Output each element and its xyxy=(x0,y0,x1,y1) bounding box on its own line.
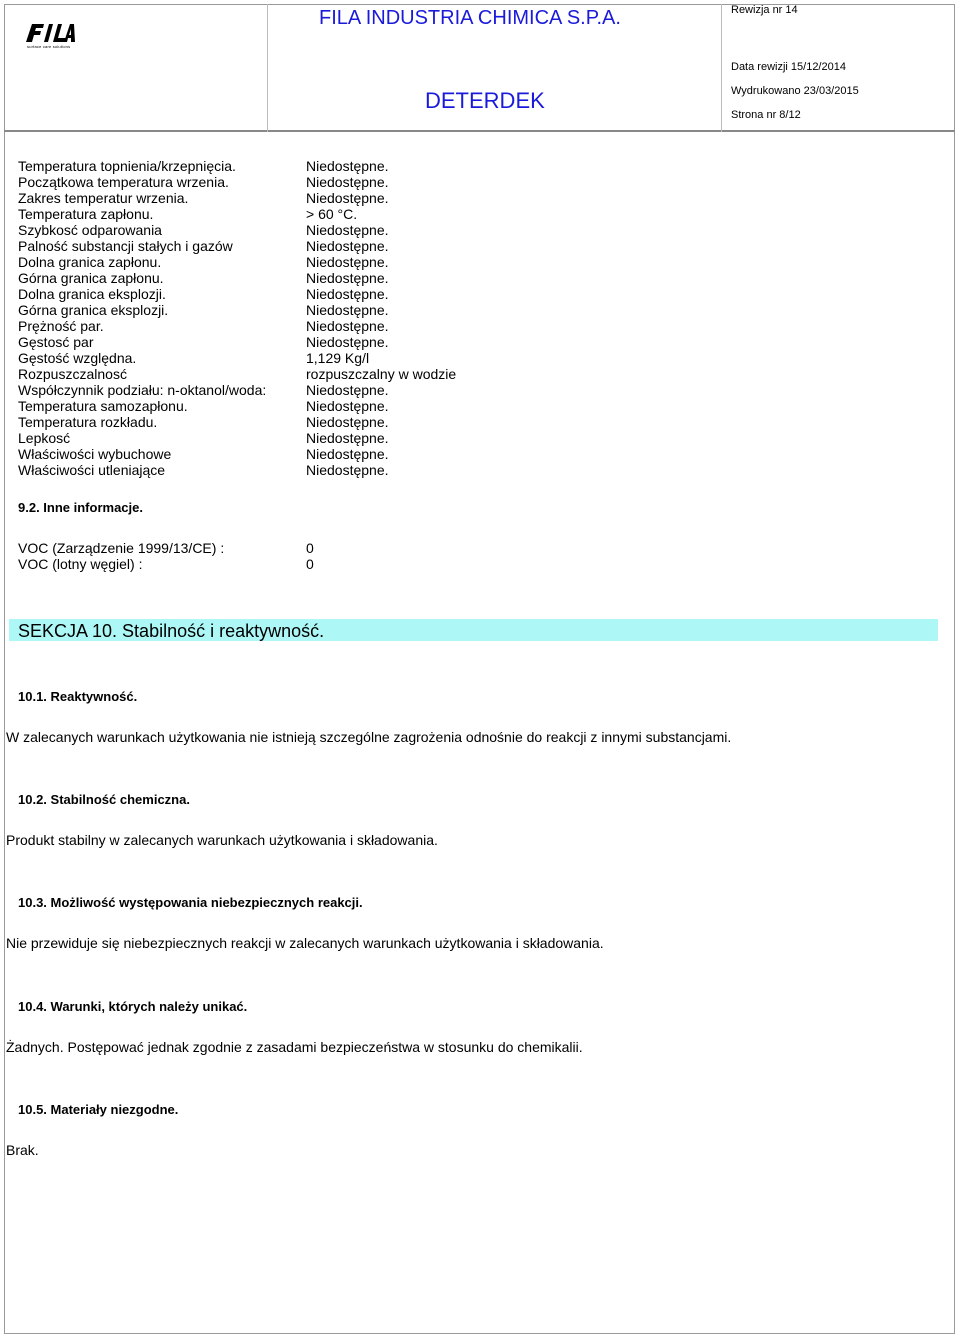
property-value: Niedostępne. xyxy=(306,446,389,462)
property-row xyxy=(18,318,618,334)
property-label: Temperatura rozkładu. xyxy=(18,414,158,430)
hazardous-reactions-text: Nie przewiduje się niebezpiecznych reakcji w zalecanych warunkach użytkowania i składowania. xyxy=(6,935,604,951)
property-row xyxy=(18,382,618,398)
property-value: Niedostępne. xyxy=(306,222,389,238)
voc-row xyxy=(18,540,314,556)
property-row xyxy=(18,366,618,382)
stability-heading: 10.2. Stabilność chemiczna. xyxy=(18,792,190,807)
company-name: FILA INDUSTRIA CHIMICA S.P.A. xyxy=(319,7,621,29)
property-value: > 60 °C. xyxy=(306,206,358,222)
property-row xyxy=(18,206,618,222)
property-label: Dolna granica zapłonu. xyxy=(18,254,162,270)
property-label: Górna granica zapłonu. xyxy=(18,270,164,286)
revision-info xyxy=(721,4,956,132)
property-label: Lepkosć xyxy=(18,430,71,446)
property-label: Współczynnik podziału: n-oktanol/woda: xyxy=(18,382,267,398)
logo-box xyxy=(4,4,268,132)
other-info-heading: 9.2. Inne informacje. xyxy=(18,500,143,515)
property-value: Niedostępne. xyxy=(306,398,389,414)
property-value: Niedostępne. xyxy=(306,334,389,350)
property-label: Palność substancji stałych i gazów xyxy=(18,238,233,254)
property-row xyxy=(18,254,618,270)
revision-date: Data rewizji 15/12/2014 xyxy=(731,61,846,73)
property-label: Właściwości wybuchowe xyxy=(18,446,172,462)
reactivity-heading: 10.1. Reaktywność. xyxy=(18,689,138,704)
property-label: Początkowa temperatura wrzenia. xyxy=(18,174,229,190)
property-row xyxy=(18,158,618,174)
property-value: 1,129 Kg/l xyxy=(306,350,370,366)
property-label: Rozpuszczalnosć xyxy=(18,366,127,382)
voc-value: 0 xyxy=(306,556,314,572)
logo-tagline: surface care solutions xyxy=(27,44,71,49)
property-value: rozpuszczalny w wodzie xyxy=(306,366,457,382)
property-value: Niedostępne. xyxy=(306,430,389,446)
stability-text: Produkt stabilny w zalecanych warunkach użytkowania i składowania. xyxy=(6,832,438,848)
property-row xyxy=(18,430,618,446)
property-label: Temperatura zapłonu. xyxy=(18,206,154,222)
property-value: Niedostępne. xyxy=(306,254,389,270)
property-row xyxy=(18,414,618,430)
print-date: Wydrukowano 23/03/2015 xyxy=(731,85,859,97)
property-row xyxy=(18,350,618,366)
property-row xyxy=(18,190,618,206)
property-row xyxy=(18,462,618,478)
property-value: Niedostępne. xyxy=(306,462,389,478)
property-label: Temperatura samozapłonu. xyxy=(18,398,188,414)
voc-label: VOC (lotny węgiel) : xyxy=(18,556,143,572)
incompatible-materials-heading: 10.5. Materiały niezgodne. xyxy=(18,1102,179,1117)
product-name: DETERDEK xyxy=(425,88,545,113)
section-10-bar xyxy=(9,619,938,641)
conditions-to-avoid-text: Żadnych. Postępować jednak zgodnie z zasadami bezpieczeństwa w stosunku do chemikalii. xyxy=(6,1039,583,1055)
property-value: Niedostępne. xyxy=(306,286,389,302)
property-label: Właściwości utleniające xyxy=(18,462,166,478)
property-row xyxy=(18,286,618,302)
property-value: Niedostępne. xyxy=(306,174,389,190)
property-row xyxy=(18,446,618,462)
incompatible-materials-text: Brak. xyxy=(6,1142,39,1158)
property-label: Górna granica eksplozji. xyxy=(18,302,169,318)
property-value: Niedostępne. xyxy=(306,382,389,398)
conditions-to-avoid-heading: 10.4. Warunki, których należy unikać. xyxy=(18,999,248,1014)
property-value: Niedostępne. xyxy=(306,158,389,174)
fila-logo xyxy=(24,20,76,46)
property-row xyxy=(18,222,618,238)
property-row xyxy=(18,238,618,254)
voc-row xyxy=(18,556,314,572)
property-value: Niedostępne. xyxy=(306,238,389,254)
property-label: Prężność par. xyxy=(18,318,104,334)
property-row xyxy=(18,302,618,318)
page-number: Strona nr 8/12 xyxy=(731,109,801,121)
section-10-title: SEKCJA 10. Stabilność i reaktywność. xyxy=(18,621,325,641)
properties-table xyxy=(18,158,618,478)
property-value: Niedostępne. xyxy=(306,302,389,318)
property-label: Szybkosć odparowania xyxy=(18,222,162,238)
property-value: Niedostępne. xyxy=(306,414,389,430)
property-label: Temperatura topnienia/krzepnięcia. xyxy=(18,158,236,174)
reactivity-text: W zalecanych warunkach użytkowania nie istnieją szczególne zagrożenia odnośnie do reakcji z innymi substancjami. xyxy=(6,729,732,745)
hazardous-reactions-heading: 10.3. Możliwość występowania niebezpiecznych reakcji. xyxy=(18,895,363,910)
property-label: Gęstosć par xyxy=(18,334,94,350)
property-row xyxy=(18,174,618,190)
property-label: Zakres temperatur wrzenia. xyxy=(18,190,189,206)
property-row xyxy=(18,270,618,286)
property-value: Niedostępne. xyxy=(306,318,389,334)
property-value: Niedostępne. xyxy=(306,190,389,206)
property-label: Dolna granica eksplozji. xyxy=(18,286,166,302)
property-value: Niedostępne. xyxy=(306,270,389,286)
voc-value: 0 xyxy=(306,540,314,556)
property-row xyxy=(18,398,618,414)
property-label: Gęstość względna. xyxy=(18,350,137,366)
document-header xyxy=(4,4,955,132)
voc-label: VOC (Zarządzenie 1999/13/CE) : xyxy=(18,540,225,556)
revision-number: Rewizja nr 14 xyxy=(731,4,798,16)
property-row xyxy=(18,334,618,350)
